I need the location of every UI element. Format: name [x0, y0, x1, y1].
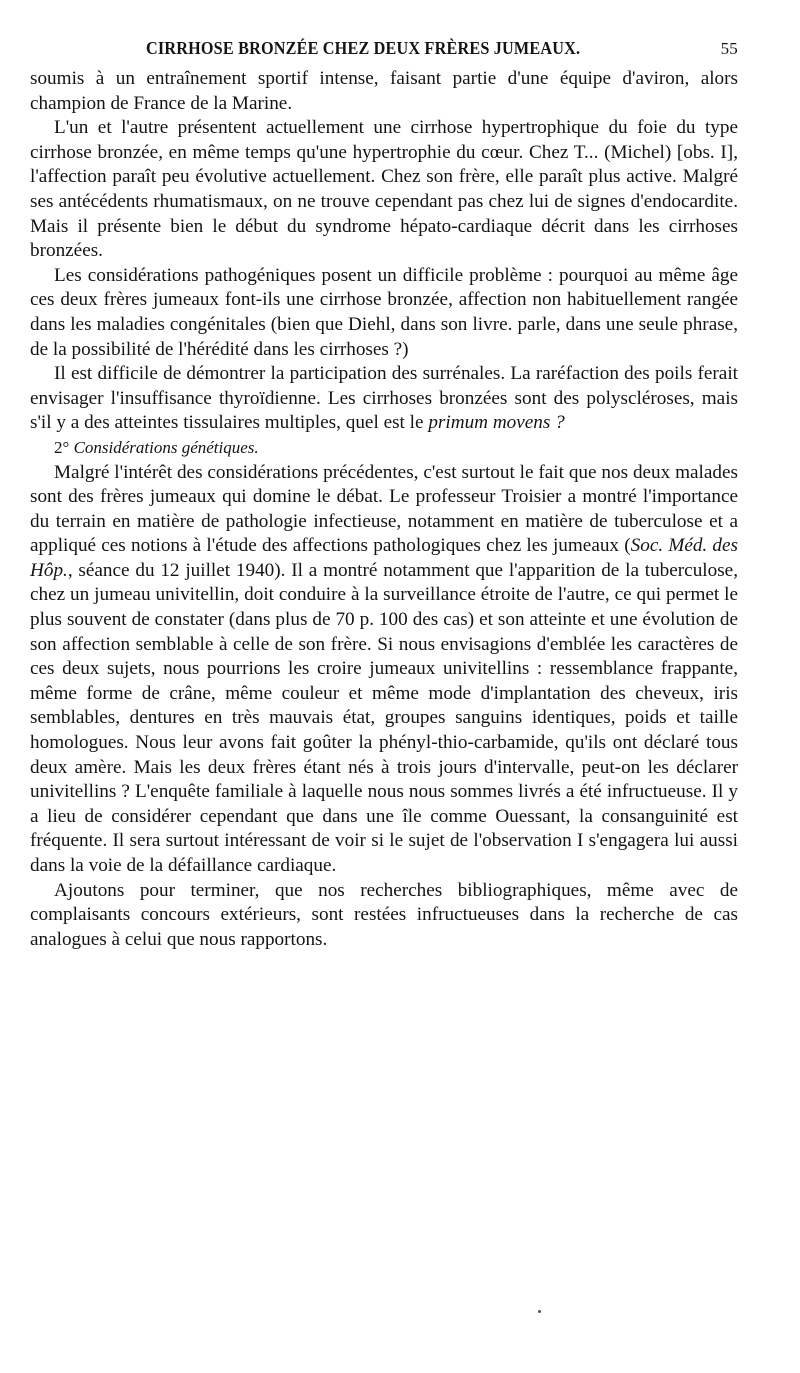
paragraph-4-text: Il est difficile de démontrer la participation des surrénales. La raréfaction des poils ferait envisager l'insuffisance thyroïdienne. Les cirrhoses bronzées sont des polyscléroses, mais s'il y a des atteintes tissulaires multiples, quel est le [30, 363, 738, 434]
section-heading [30, 436, 738, 461]
section-number: 2° [54, 437, 70, 457]
paragraph-1: soumis à un entraînement sportif intense, faisant partie d'une équipe d'aviron, alors champion de France de la Marine. [30, 68, 738, 114]
running-head [30, 38, 738, 59]
paragraph-5 [30, 461, 738, 879]
running-title: CIRRHOSE BRONZÉE CHEZ DEUX FRÈRES JUMEAUX. [146, 38, 581, 58]
paragraph-3: Les considérations pathogéniques posent un difficile problème : pourquoi au même âge ces deux frères jumeaux font-ils une cirrhose bronzée, affection non habituellement rangée dans les maladies congénitales (bien que Diehl, dans son livre. parle, dans une seule phrase, de la possibilité de l'hérédité dans les cirrhoses ?) [30, 264, 738, 360]
paragraph-5-text-a: Malgré l'intérêt des considérations précédentes, c'est surtout le fait que nos deux malades sont des frères jumeaux qui domine le débat. Le professeur Troisier a montré l'importance du terrain en matière de pathologie infectieuse, notamment en matière de tuberculose et a appliqué ces notions à l'étude des affections pathologiques chez les jumeaux ( [30, 461, 738, 557]
section-title: Considérations génétiques. [73, 437, 259, 457]
paragraph-2: L'un et l'autre présentent actuellement une cirrhose hypertrophique du foie du type cirrhose bronzée, en même temps qu'une hypertrophie du cœur. Chez T... (Michel) [obs. I], l'affection paraît peu évolutive actuellement. Chez son frère, elle paraît plus active. Malgré ses antécédents rhumatismaux, on ne trouve cependant pas chez lui de signes d'endocardite. Mais il présente bien le début du syndrome hépato-cardiaque décrit dans les cirrhoses bronzées. [30, 117, 738, 262]
paragraph-6: Ajoutons pour terminer, que nos recherches bibliographiques, même avec de complaisants concours extérieurs, sont restées infructueuses dans la recherche de cas analogues à celui que nous rapportons. [30, 879, 738, 950]
body-text [30, 67, 738, 952]
print-speck [538, 1310, 541, 1313]
primum-movens: primum movens ? [428, 412, 565, 434]
page-number: 55 [720, 39, 738, 58]
citation-journal: Soc. Méd. des Hôp. [30, 535, 739, 581]
paragraph-4 [30, 362, 738, 436]
page [30, 38, 738, 952]
paragraph-5-text-b: , séance du 12 juillet 1940). Il a montré notamment que l'apparition de la tuberculose, chez un jumeau univitellin, doit conduire à la surveillance étroite de l'autre, ce qui permet le plus souvent de constater (dans plus de 70 p. 100 des cas) et son atteinte et une évolution de son affection semblable à celle de son frère. Si nous envisagions d'emblée les caractères de ces deux sujets, nous pourrions les croire jumeaux univitellins : ressemblance frappante, même forme de crâne, même couleur et même mode d'implantation des cheveux, iris semblables, dentures en très mauvais état, groupes sanguins identiques, poids et taille homologues. Nous leur avons fait goûter la phényl-thio-carbamide, qu'ils ont déclaré tous deux amère. Mais les deux frères étant nés à trois jours d'intervalle, peut-on les déclarer univitellins ? L'enquête familiale à laquelle nous nous sommes livrés a été infructueuse. Il y a lieu de considérer cependant que dans une île comme Ouessant, la consanguinité est fréquente. Il sera surtout intéressant de voir si le sujet de l'observation I s'engagera lui aussi dans la voie de la défaillance cardiaque. [30, 559, 738, 876]
